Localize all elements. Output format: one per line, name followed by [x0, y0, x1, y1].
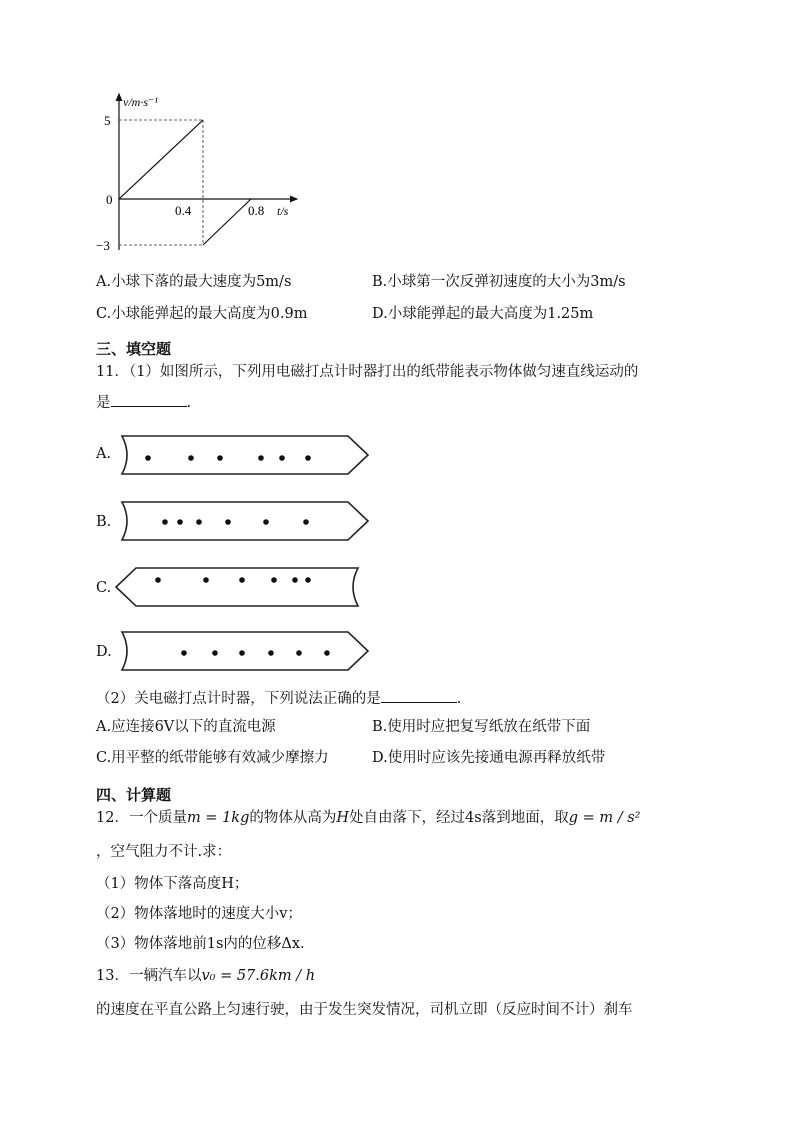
- q10-option-d: D.小球能弹起的最大高度为1.25m: [372, 306, 594, 322]
- q11-option-c: C.用平整的纸带能够有效减少摩擦力: [96, 750, 329, 766]
- q11-part1-line1: 11．（1）如图所示，下列用电磁打点计时器打出的纸带能表示物体做匀速直线运动的: [96, 364, 639, 380]
- tick-minus3: −3: [96, 238, 110, 253]
- fall-segment: [119, 120, 203, 199]
- q11-part2: （2）关电磁打点计时器，下列说法正确的是 .: [96, 688, 461, 709]
- tape-c: [112, 564, 368, 610]
- rebound-segment: [203, 199, 251, 245]
- tape-label-a: A.: [96, 446, 112, 462]
- tape-d: [116, 628, 372, 674]
- q12-line2: ，空气阻力不计.求：: [96, 844, 232, 860]
- tick-0: 0: [106, 192, 113, 207]
- tape-a: [116, 432, 372, 478]
- y-axis-label: v/m·s⁻¹: [123, 95, 158, 109]
- q13-line2: 的速度在平直公路上匀速行驶，由于发生突发情况，司机立即（反应时间不计）刹车: [96, 1002, 633, 1018]
- section-3-title: 三、填空题: [96, 340, 172, 358]
- q10-option-c: C.小球能弹起的最大高度为0.9m: [96, 306, 308, 322]
- x-axis-label: t/s: [277, 204, 289, 218]
- q11-part1-line2: 是 .: [96, 392, 191, 413]
- tick-0.4: 0.4: [175, 203, 192, 218]
- q11-option-d: D.使用时应该先接通电源再释放纸带: [372, 750, 606, 766]
- q12-part1: （1）物体下落高度H；: [96, 876, 249, 892]
- q12-part3: （3）物体落地前1s内的位移Δx.: [96, 936, 305, 952]
- q12-part2: （2）物体落地时的速度大小v；: [96, 906, 302, 922]
- tick-0.8: 0.8: [248, 203, 265, 218]
- q10-option-b: B.小球第一次反弹初速度的大小为3m/s: [372, 274, 626, 290]
- q11-option-a: A.应连接6V以下的直流电源: [96, 719, 276, 735]
- answer-blank-1[interactable]: [111, 392, 187, 407]
- section-4-title: 四、计算题: [96, 786, 172, 804]
- q11-option-b: B.使用时应把复写纸放在纸带下面: [372, 719, 591, 735]
- velocity-time-graph: [95, 88, 315, 260]
- tape-label-d: D.: [96, 644, 112, 660]
- tape-label-b: B.: [96, 514, 112, 530]
- q12-line1: 12．一个质量m = 1kg的物体从高为H处自由落下，经过4s落到地面，取g = m / s²: [96, 810, 641, 826]
- tape-b: [116, 498, 372, 544]
- answer-blank-2[interactable]: [381, 688, 457, 703]
- q13-line1: 13．一辆汽车以v₀ = 57.6km / h: [96, 968, 316, 984]
- tick-5: 5: [104, 113, 111, 128]
- tape-label-c: C.: [96, 580, 112, 596]
- q10-option-a: A.小球下落的最大速度为5m/s: [96, 274, 292, 290]
